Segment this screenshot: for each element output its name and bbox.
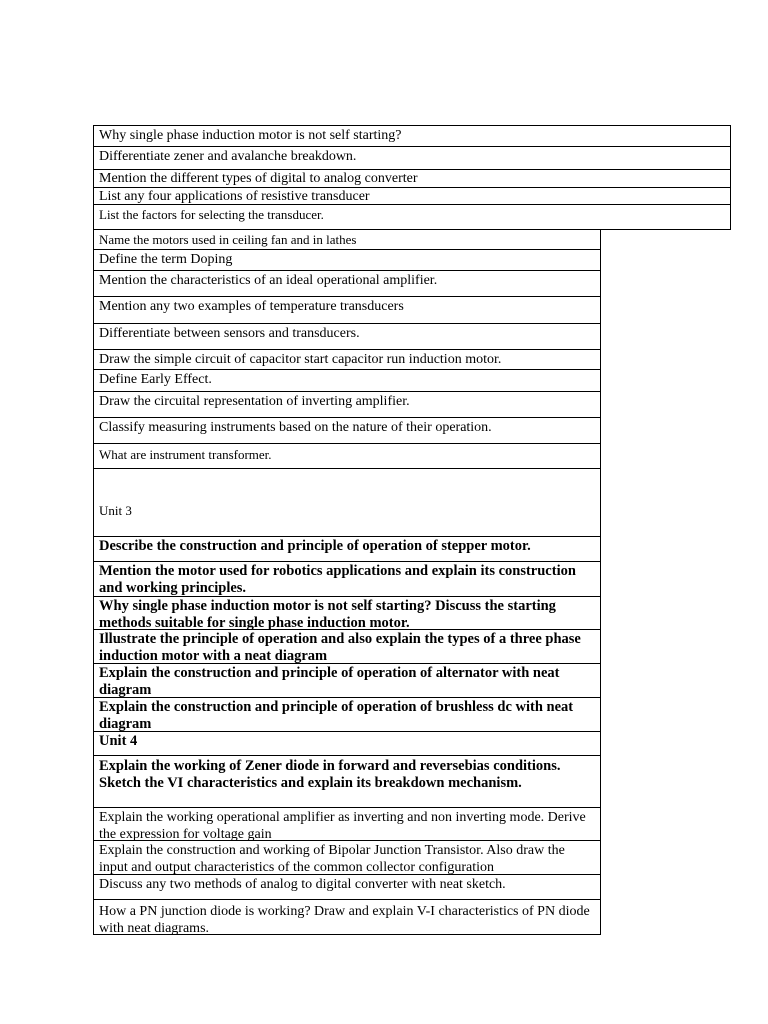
question-row: Why single phase induction motor is not self starting? [93, 125, 731, 147]
question-row: Mention any two examples of temperature transducers [93, 296, 601, 324]
question-row: Differentiate between sensors and transducers. [93, 323, 601, 350]
question-row: Mention the characteristics of an ideal operational amplifier. [93, 270, 601, 297]
question-row: Draw the simple circuit of capacitor start capacitor run induction motor. [93, 349, 601, 370]
question-row: List the factors for selecting the transducer. [93, 204, 731, 230]
question-row: Explain the construction and working of Bipolar Junction Transistor. Also draw the input and output characteristics of the common collector configuration [93, 840, 601, 875]
question-row: Explain the working operational amplifier as inverting and non inverting mode. Derive the expression for voltage gain [93, 807, 601, 841]
question-row: What are instrument transformer. [93, 443, 601, 469]
question-row: Illustrate the principle of operation and also explain the types of a three phase induction motor with a neat diagram [93, 629, 601, 664]
question-row: Describe the construction and principle of operation of stepper motor. [93, 536, 601, 562]
question-row: Define Early Effect. [93, 369, 601, 392]
question-row: Why single phase induction motor is not self starting? Discuss the starting methods suitable for single phase induction motor. [93, 596, 601, 630]
question-row: Define the term Doping [93, 249, 601, 271]
unit-4-heading: Unit 4 [93, 731, 601, 756]
question-row: How a PN junction diode is working? Draw and explain V-I characteristics of PN diode with neat diagrams. [93, 899, 601, 935]
question-row: Draw the circuital representation of inverting amplifier. [93, 391, 601, 418]
question-row: Explain the working of Zener diode in forward and reversebias conditions. Sketch the VI characteristics and explain its breakdown mechanism. [93, 755, 601, 808]
unit-3-heading: Unit 3 [93, 468, 601, 537]
question-row: Name the motors used in ceiling fan and in lathes [93, 229, 601, 250]
question-row: Discuss any two methods of analog to digital converter with neat sketch. [93, 874, 601, 900]
question-row: Mention the motor used for robotics applications and explain its construction and working principles. [93, 561, 601, 597]
question-row: Explain the construction and principle of operation of brushless dc with neat diagram [93, 697, 601, 732]
question-row: Differentiate zener and avalanche breakdown. [93, 146, 731, 170]
question-row: List any four applications of resistive transducer [93, 187, 731, 205]
question-row: Classify measuring instruments based on the nature of their operation. [93, 417, 601, 444]
question-row: Explain the construction and principle of operation of alternator with neat diagram [93, 663, 601, 698]
question-row: Mention the different types of digital to analog converter [93, 169, 731, 188]
